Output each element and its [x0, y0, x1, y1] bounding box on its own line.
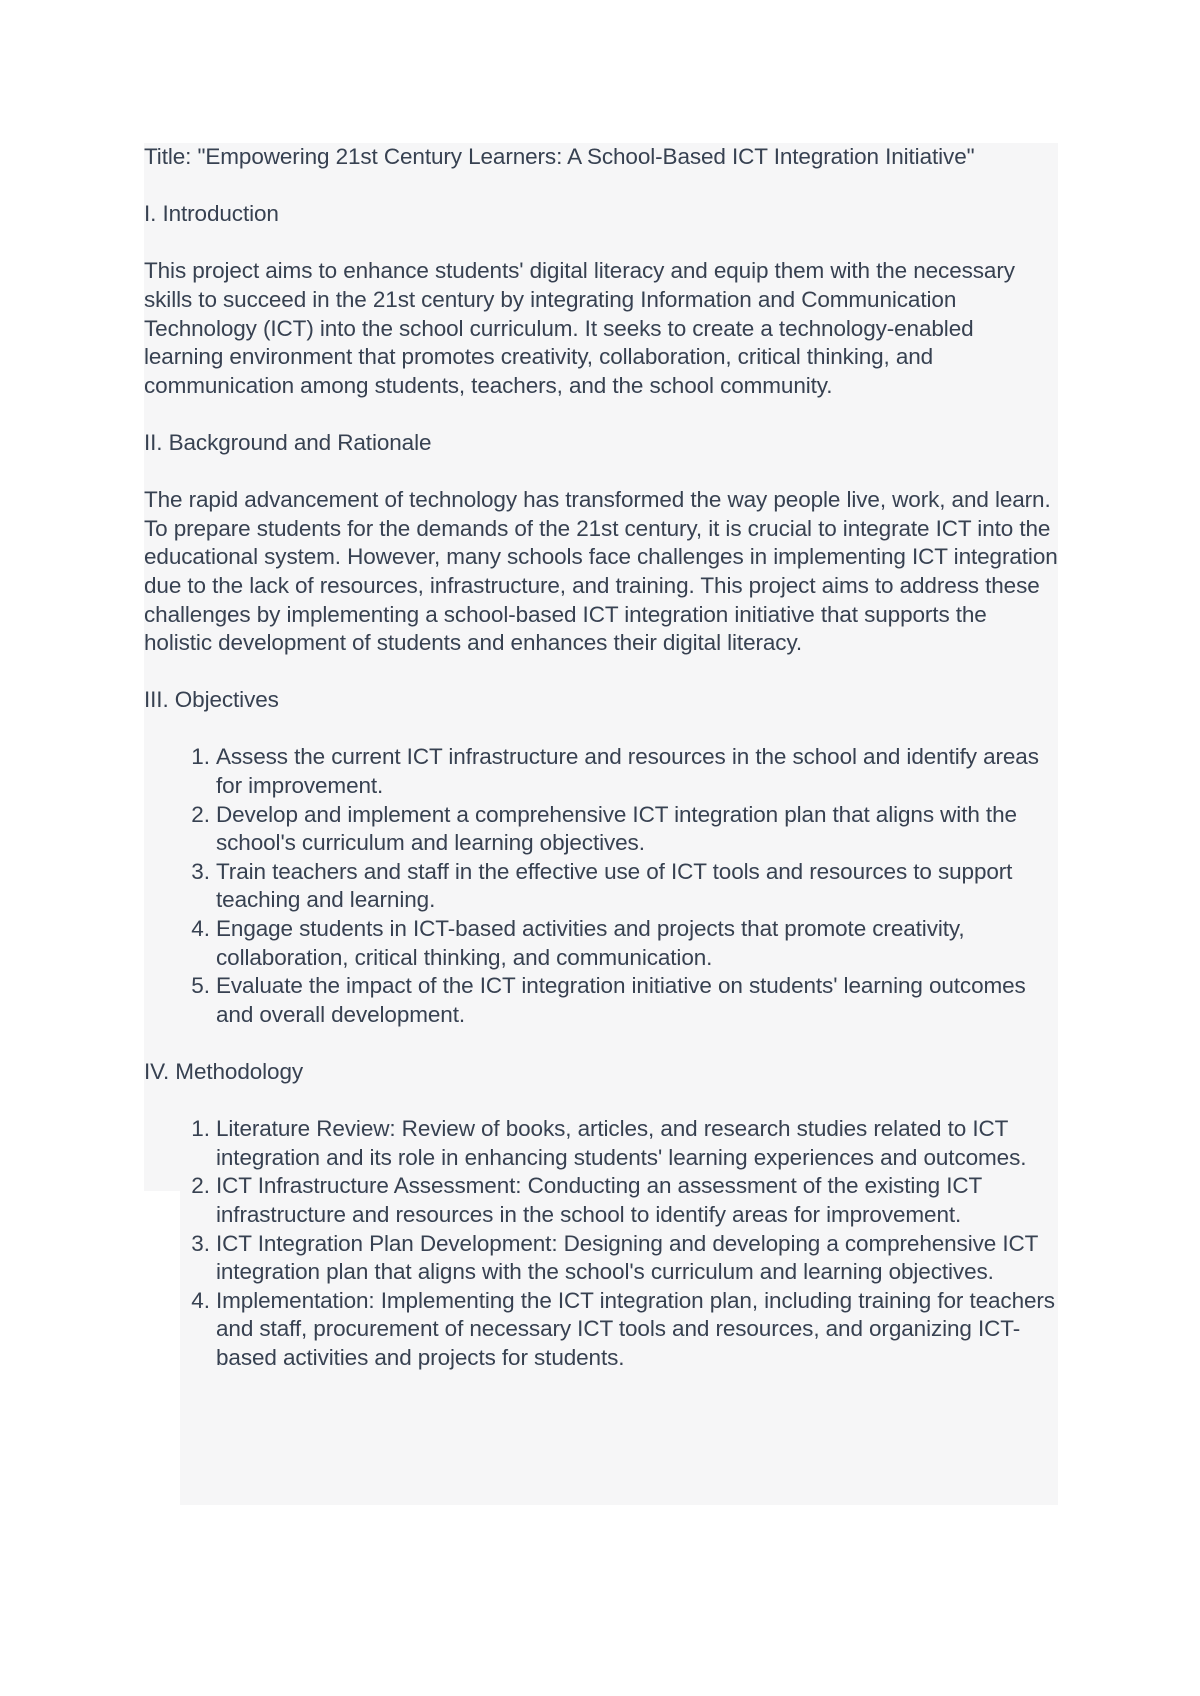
objectives-list: [144, 743, 1058, 1029]
section-heading-objectives: III. Objectives: [144, 687, 279, 713]
objective-item: 3. Train teachers and staff in the effective use of ICT tools and resources to support teaching and learning.: [216, 858, 1058, 915]
background-paragraph: The rapid advancement of technology has transformed the way people live, work, and learn. To prepare students for the demands of the 21st century, it is crucial to integrate ICT into the educational system. However, many schools face challenges in implementing ICT integration due to the lack of resources, infrastructure, and training. This project aims to address these challenges by implementing a school-based ICT integration initiative that supports the holistic development of students and enhances their digital literacy.: [144, 487, 1058, 656]
methodology-item: 4. Implementation: Implementing the ICT integration plan, including training for teachers and staff, procurement of necessary ICT tools and resources, and organizing ICT-based activities and projects for students.: [216, 1287, 1058, 1373]
document-content: [144, 143, 1058, 1373]
section-heading-introduction: I. Introduction: [144, 201, 279, 227]
objective-item: 5. Evaluate the impact of the ICT integration initiative on students' learning outcomes and overall development.: [216, 972, 1058, 1029]
introduction-paragraph: This project aims to enhance students' digital literacy and equip them with the necessary skills to succeed in the 21st century by integrating Information and Communication Technology (ICT) into the school curriculum. It seeks to create a technology-enabled learning environment that promotes creativity, collaboration, critical thinking, and communication among students, teachers, and the school community.: [144, 258, 1015, 398]
methodology-item: 2. ICT Infrastructure Assessment: Conducting an assessment of the existing ICT infrastructure and resources in the school to identify areas for improvement.: [216, 1172, 1058, 1229]
methodology-item: 3. ICT Integration Plan Development: Designing and developing a comprehensive ICT integration plan that aligns with the school's curriculum and learning objectives.: [216, 1230, 1058, 1287]
section-heading-methodology: IV. Methodology: [144, 1059, 304, 1084]
document-title: Title: "Empowering 21st Century Learners: A School-Based ICT Integration Initiative": [144, 144, 975, 169]
methodology-list: [144, 1115, 1058, 1372]
methodology-item: 1. Literature Review: Review of books, articles, and research studies related to ICT integration and its role in enhancing students' learning experiences and outcomes.: [216, 1115, 1058, 1172]
objective-item: 1. Assess the current ICT infrastructure and resources in the school and identify areas for improvement.: [216, 743, 1058, 800]
objective-item: 4. Engage students in ICT-based activities and projects that promote creativity, collaboration, critical thinking, and communication.: [216, 915, 1058, 972]
section-heading-background: II. Background and Rationale: [144, 429, 432, 455]
objective-item: 2. Develop and implement a comprehensive ICT integration plan that aligns with the school's curriculum and learning objectives.: [216, 801, 1058, 858]
